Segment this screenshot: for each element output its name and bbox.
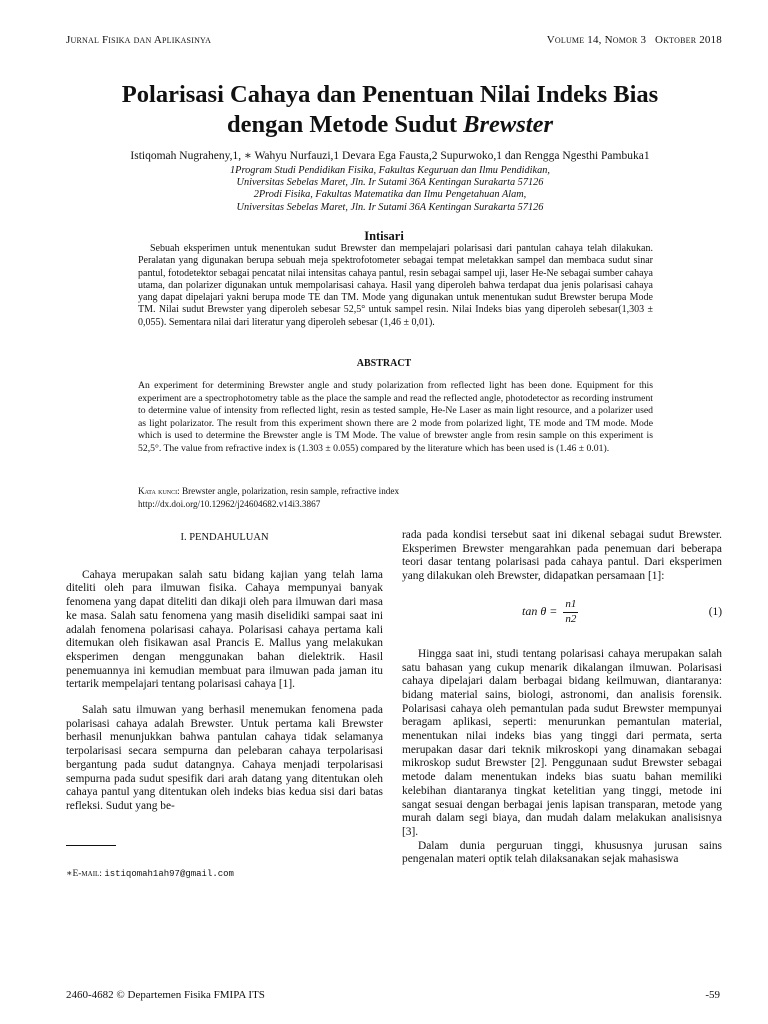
title-italic-word: Brewster — [463, 111, 554, 138]
affiliation-line: 2Prodi Fisika, Fakultas Matematika dan Ilmu Pengetahuan Alam, — [253, 189, 527, 201]
issue-info — [547, 34, 722, 46]
email-address[interactable]: istiqomah1ah97@gmail.com — [104, 869, 234, 879]
doi-link[interactable]: http://dx.doi.org/10.12962/j24604682.v14i3.3867 — [138, 498, 321, 509]
equation-denominator: n2 — [565, 612, 577, 625]
left-column — [66, 531, 383, 826]
equation-number: (1) — [708, 605, 722, 618]
equation-fraction — [563, 598, 578, 626]
abstract-text: An experiment for determining Brewster angle and study polarization from reflected light has been done. Equipment for this experiment are a spectrophotometry table as the place the sample and read the reflected angle, photodetector as recording instrument to determine value of intensity from reflected light, resin as tested sample, He-Ne Laser as main light resource, and a polarizer used as light polarizator. The result from this experiment shown there are 2 mode from polarized light, TE mode and TM mode. Mode which is used to determine the Brewster angle is TM Mode. The value of brewster angle from resin sample on this experiment is 52,5°. The value from refractive index is (1.303 ± 0.055) compared by the literature which has been used is (1.46 ± 0.01). — [138, 380, 653, 454]
paragraph: Hingga saat ini, studi tentang polarisasi cahaya merupakan salah satu bahasan yang cukup menarik dikalangan ilmuwan. Polarisasi cahaya dipelajari dalam berbagai bidang keilmuwan, diantaranya: bidang material sains, biologi, astronomi, dan analisis forensik. Polarisasi cahaya oleh pemantulan pada sudut Brewster mempunyai beragam aplikasi, seperti: menurunkan pemantulan material, menentukan nilai indeks bias yang tinggi dari permata, serta merupakan dasar dari teknik mikroskopi yang dinamakan sebagai mikroskop sudut Brewster [2]. Penggunaan sudut Brewster sebagai metode dalam menentukan indeks bias suatu bahan memiliki kelebihan diantaranya tingkat ketelitian yang tinggi, metode ini sangat sesuai dengan berbagai jenis lapisan transparan, metode yang murah dalam segi biaya, dan mudah dalam melakukan analisisnya [3]. — [402, 647, 722, 838]
abstract-heading: ABSTRACT — [356, 358, 412, 369]
section-heading: I. PENDAHULUAN — [180, 532, 269, 543]
author-list: Istiqomah Nugraheny,1, ∗ Wahyu Nurfauzi,1 Devara Ega Fausta,2 Supurwoko,1 dan Rengga Ngesthi Pambuka1 — [130, 150, 650, 162]
equation-lhs: tan θ = — [522, 604, 558, 619]
affiliation-line: 1Program Studi Pendidikan Fisika, Fakultas Keguruan dan Ilmu Pendidikan, — [230, 165, 550, 176]
equation-body — [522, 598, 578, 626]
paper-title — [60, 80, 720, 140]
equation-numerator: n1 — [563, 598, 578, 613]
title-line-2: dengan Metode Sudut Brewster — [226, 111, 554, 138]
title-line-1: Polarisasi Cahaya dan Penentuan Nilai Indeks Bias — [121, 81, 659, 108]
paragraph: rada pada kondisi tersebut saat ini dikenal sebagai sudut Brewster. Eksperimen Brewster mengarahkan pada penemuan dari beberapa teori dasar tentang polarisasi pada cahaya pantul. Dari eksperimen yang dilakukan oleh Brewster, didapatkan persamaan [1]: — [402, 529, 722, 583]
right-column — [402, 529, 722, 879]
equation-1 — [402, 594, 722, 634]
intisari-heading: Intisari — [364, 229, 404, 243]
page-number: -59 — [705, 989, 720, 1001]
email-label: ∗E-mail: — [66, 869, 102, 879]
paragraph: Salah satu ilmuwan yang berhasil menemukan fenomena pada polarisasi cahaya adalah Brewster. Untuk pertama kali Brewster berhasil menunjukkan bahwa pantulan cahaya tidak selamanya terpolarisasi secara sempurna dan pelebaran cahaya terpolarisasi bergantung pada sudut datangnya. Cahaya menjadi terpolarisasi sempurna pada sudut spesifik dari arah datang yang ditentukan oleh cahaya pantul yang ditentukan oleh indeks bias kedua sisi dari batas refleksi. Sudut yang be- — [66, 704, 383, 812]
affiliation-line: Universitas Sebelas Maret, Jln. Ir Sutami 36A Kentingan Surakarta 57126 — [236, 201, 544, 213]
footnote-rule — [66, 845, 116, 846]
issue-volume: Volume 14, Nomor 3 — [546, 34, 647, 46]
journal-name: Jurnal Fisika dan Aplikasinya — [66, 34, 212, 46]
paragraph: Cahaya merupakan salah satu bidang kajian yang telah lama diteliti oleh para ilmuwan fisika. Cahaya mempunyai banyak fenomena yang dapat diteliti dan dikaji oleh para ilmuwan dari masa ke masa. Salah satu fenomena yang masih diselidiki sampai saat ini adalah fenomena polarisasi cahaya. Polarisasi cahaya pertama kali ditemukan oleh fisikawan asal Prancis E. Mallus yang melakukan eksperimen dengan menggunakan bahan dielektrik. Hasil penemuannya ini kemudian membuat para ilmuwan pada jaman itu tertarik mempelajari tentang polarisasi cahaya [1]. — [66, 568, 383, 691]
issue-date: Oktober 2018 — [655, 34, 722, 46]
keywords-label: Kata kunci: — [138, 486, 180, 496]
keywords-block — [138, 485, 653, 510]
affiliation-line: Universitas Sebelas Maret, Jln. Ir Sutami 36A Kentingan Surakarta 57126 — [236, 177, 544, 189]
intisari-text: Sebuah eksperimen untuk menentukan sudut Brewster dan mempelajari polarisasi dari pantulan cahaya telah dilakukan. Peralatan yang digunakan berupa sebuah meja spektrofotometer sebagai tempat meletakkan sampel dan membaca sudut sinar pantul, fotodetektor sebagai pencatat nilai intensitas cahaya pantul, resin sebagai sampel uji, laser He-Ne sebagai sumber cahaya utama, dan polarizer digunakan untuk mempolarisasi cahaya. Hasil yang diperoleh bahwa terdapat dua jenis polarisasi cahaya yang dapat dipelajari yakni berupa mode TE dan TM. Mode yang digunakan untuk menentukan sudut Brewster berupa Mode TM. Nilai sudut Brewster yang diperoleh sebesar 52,5° untuk sampel resin. Nilai Indeks bias yang diperoleh sebesar(1,303 ± 0,055). Sementara nilai dari literatur yang diperoleh sebesar (1,46 ± 0,01). — [138, 243, 653, 328]
footer-issn: 2460-4682 © Departemen Fisika FMIPA ITS — [66, 989, 265, 1001]
affiliations — [120, 165, 660, 214]
keywords: Brewster angle, polarization, resin sample, refractive index — [181, 486, 400, 496]
footnote-email — [66, 868, 234, 879]
paragraph: Dalam dunia perguruan tinggi, khususnya jurusan sains pengenalan materi optik telah dilaksanakan sejak mahasiswa — [402, 839, 722, 866]
